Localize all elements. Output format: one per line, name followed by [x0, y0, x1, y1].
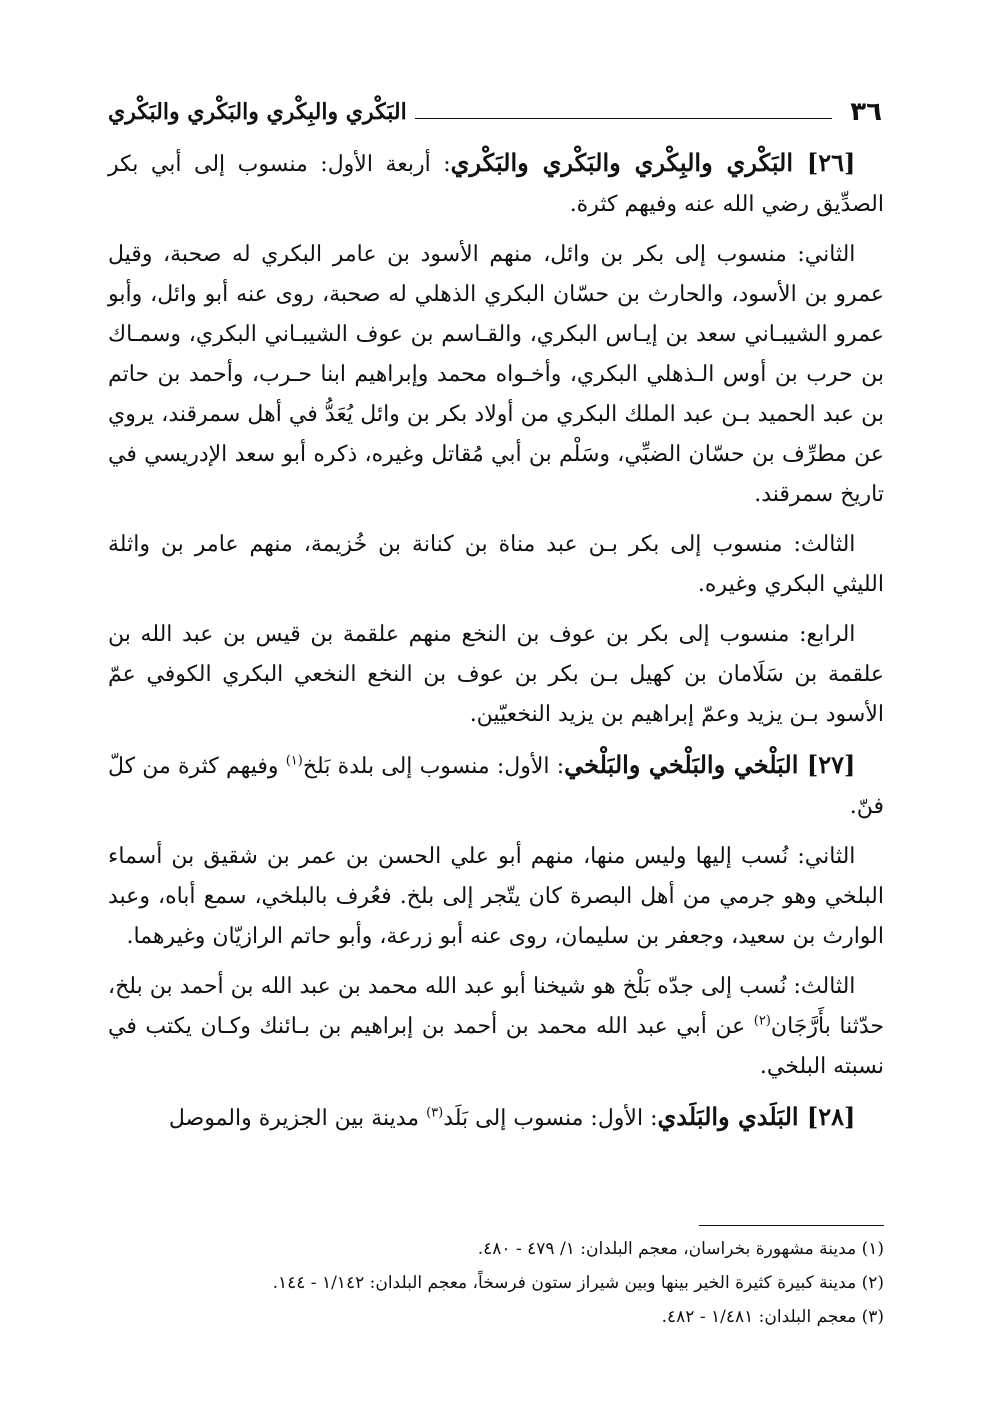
footnote-ref: (٣) [426, 1105, 444, 1121]
footnote-rule [699, 1225, 884, 1226]
footnotes [108, 1225, 884, 1334]
paragraph-text: : الأول: منسوب إلى بَلَد [443, 1106, 658, 1131]
footnote-ref: (٢) [753, 1013, 771, 1029]
page-number: ٣٦ [850, 97, 882, 127]
entry-paragraph [108, 143, 884, 225]
paragraph [108, 967, 884, 1087]
header-rule [415, 118, 833, 119]
paragraph-text: : الأول: منسوب إلى بلدة بَلخ [302, 754, 565, 779]
footnote: (١) مدينة مشهورة بخراسان، معجم البلدان: ١/ ٤٧٩ - ٤٨٠. [477, 1239, 884, 1259]
entry-paragraph [108, 1097, 884, 1139]
page-header [108, 92, 882, 132]
entry-heading: [٢٦] البَكْري والبِكْري والبَكْري والبَكْري [450, 148, 856, 177]
paragraph [108, 235, 884, 515]
paragraph-text-tail: وفيهم كثرة من كلّ فنّ. [108, 754, 884, 819]
paragraph-text: الثالث: نُسب إلى جدّه بَلْخ هو شيخنا أبو عبد الله محمد بن عبد الله بن أحمد بن بلخ، حدّثنا بأَرَّجَان [108, 974, 884, 1039]
main-text [108, 143, 884, 1149]
entry-heading: [٢٧] البَلْخي والبَلْخي والبَلْخي [564, 750, 856, 779]
paragraph-text: الثاني: منسوب إلى بكر بن وائل، منهم الأسود بن عامر البكري له صحبة، وقيل عمرو بن الأسود، والحارث بن حسّان البكري الذهلي له صحبة، روى عنه أبو وائل، وأبو عمرو الشيبـاني سعد بن إيـاس البكري، والقـاسم بن عوف الشيبـاني البكري، وسمـاك بن حرب بن أوس الـذهلي البكري، وأخـواه محمد وإبراهيم ابنا حـرب، وأحمد بن حاتم بن عبد الحميد بـن عبد الملك البكري من أولاد بكر بن وائل يُعَدُّ في أهل سمرقند، يروي عن مطرِّف بن حسّان الضبِّي، وسَلْم بن أبي مُقاتل وغيره، ذكره أبو سعد الإدريسي في تاريخ سمرقند. [108, 242, 884, 507]
paragraph-text: الثاني: نُسب إليها وليس منها، منهم أبو علي الحسن بن عمر بن شقيق بن أسماء البلخي وهو جرمي من أهل البصرة كان يتّجر إلى بلخ. فعُرف بالبلخي، سمع أباه، وعبد الوارث بن سعيد، وجعفر بن سليمان، روى عنه أبو زرعة، وأبو حاتم الرازيّان وغيرهما. [108, 844, 884, 949]
footnote: (٢) مدينة كبيرة كثيرة الخير بينها وبين شيراز ستون فرسخاً، معجم البلدان: ١/١٤٢ - ١٤٤. [272, 1273, 884, 1293]
paragraph-text: الرابع: منسوب إلى بكر بن عوف بن النخع منهم علقمة بن قيس بن عبد الله بن علقمة بن سَلَامان بن كهيل بـن بكر بن عوف بن النخع النخعي البكري الكوفي عمّ الأسود بـن يزيد وعمّ إبراهيم بن يزيد النخعيّين. [108, 622, 884, 727]
running-title: البَكْري والبِكْري والبَكْري والبَكْري [108, 99, 407, 125]
paragraph-text-tail: عن أبي عبد الله محمد بن أحمد بن إبراهيم بن بـائنك وكـان يكتب في نسبته البلخي. [108, 1014, 884, 1079]
paragraph-text-tail: مدينة بين الجزيرة والموصل [168, 1106, 427, 1131]
paragraph-text: الثالث: منسوب إلى بكر بـن عبد مناة بن كنانة بن خُزيمة، منهم عامر بن واثلة الليثي البكري وغيره. [108, 532, 884, 597]
paragraph [108, 615, 884, 735]
footnote-ref: (١) [285, 753, 303, 769]
entry-paragraph [108, 745, 884, 827]
paragraph [108, 525, 884, 605]
paragraph-text: : أربعة الأول: منسوب إلى أبي بكر الصدِّيق رضي الله عنه وفيهم كثرة. [108, 152, 884, 217]
footnote: (٣) معجم البلدان: ١/٤٨١ - ٤٨٢. [661, 1307, 884, 1327]
entry-heading: [٢٨] البَلَدي والبَلَدي [657, 1102, 856, 1131]
paragraph [108, 837, 884, 957]
